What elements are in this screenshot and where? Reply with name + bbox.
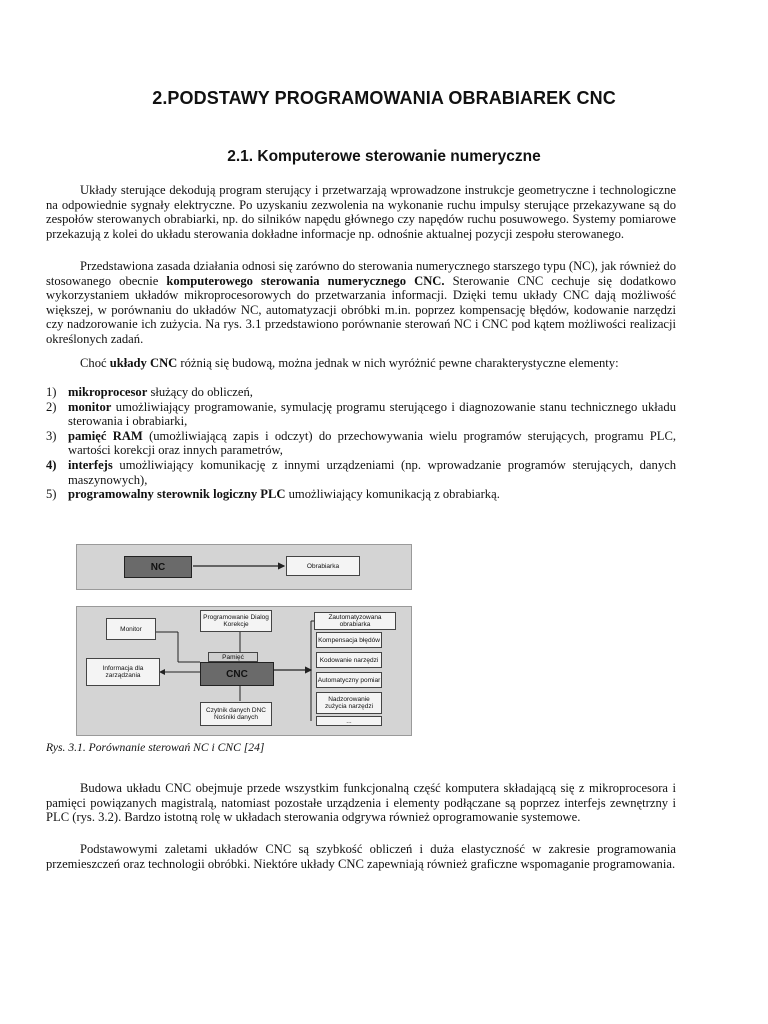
list-item <box>46 429 676 458</box>
kodowanie-box: Kodowanie narzędzi <box>316 652 382 668</box>
cnc-box: CNC <box>200 662 274 686</box>
more-box: ... <box>316 716 382 726</box>
paragraph-3 <box>46 356 676 371</box>
section-title: 2.1. Komputerowe sterowanie numeryczne <box>227 148 541 165</box>
list-item-text: umożliwiający programowanie, symulację programu sterującego i diagnozowanie stanu technicznego układu sterowania i obrabiarki, <box>68 399 676 429</box>
paragraph-4: Budowa układu CNC obejmuje przede wszystkim funkcjonalną część komputera składającą się z mikroprocesora i pamięci powiązanych magistralą, natomiast pozostałe urządzenia i elementy podłączane są poprzez interfejs zewnętrzny i PLC (rys. 3.2). Bardzo istotną rolę w układach sterowania odgrywa również oprogramowanie systemowe. <box>46 781 676 825</box>
list-item-term: programowalny sterownik logiczny PLC <box>68 487 286 502</box>
nadzorowanie-box: Nadzorowanie zużycia narzędzi <box>316 692 382 714</box>
list-item-text: umożliwiający komunikacją z obrabiarką. <box>285 487 500 502</box>
list-number: 1) <box>46 385 57 399</box>
pamiec-box: Pamięć <box>208 652 258 662</box>
list-item-text: umożliwiający komunikację z innymi urządzeniami (np. wprowadzanie programów sterujących, danych maszynowych), <box>68 457 676 487</box>
list-item <box>46 400 676 429</box>
programowanie-box: Programowanie Dialog Korekcje <box>200 610 272 632</box>
nc-box: NC <box>124 556 192 578</box>
paragraph-3-text-b: różnią się budową, można jednak w nich wyróżnić pewne charakterystyczne elementy: <box>177 356 619 370</box>
monitor-box: Monitor <box>106 618 156 640</box>
paragraph-3-text-a: Choć <box>80 356 110 370</box>
list-item-term: interfejs <box>68 457 113 472</box>
czytnik-box: Czytnik danych DNC Nośniki danych <box>200 702 272 726</box>
paragraph-2-text-a: Przedstawiona zasada działania odnosi się zarówno do sterowania numerycznego starszego typu (NC), jak również do stosowanego obecnie <box>46 259 676 288</box>
paragraph-1: Układy sterujące dekodują program sterujący i przetwarzają wprowadzone instrukcje geometryczne i technologiczne na odpowiednie sygnały elektryczne. Po uzyskaniu zezwolenia na wykonanie ruchu impulsy sterujące przekazywane są do zespołów sterowanych obrabiarki, np. do silników napędu głównego czy napędów ruchu posuwowego. Systemy pomiarowe przekazują z kolei do układu sterowania dokładne informacje np. odnośnie aktualnej pozycji zespołu sterowanego. <box>46 183 676 241</box>
list-item-term: monitor <box>68 399 112 414</box>
automatyczny-box: Automatyczny pomiar <box>316 672 382 688</box>
list-item <box>46 458 676 487</box>
informacja-box: Informacja dla zarządzania <box>86 658 160 686</box>
obrabiarka-box: Obrabiarka <box>286 556 360 576</box>
list-item <box>46 385 676 400</box>
list-number: 2) <box>46 399 57 414</box>
paragraph-3-bold: układy CNC <box>109 356 178 370</box>
paragraph-5: Podstawowymi zaletami układów CNC są szybkość obliczeń i duża elastyczność w zakresie programowania przemieszczeń oraz technologii obróbki. Niektóre układy CNC zapewniają również graficzne wspomaganie programowania. <box>46 842 676 871</box>
figure-caption: Rys. 3.1. Porównanie sterowań NC i CNC [24] <box>46 741 265 754</box>
zautomatyzowana-box: Zautomatyzowana obrabiarka <box>314 612 396 630</box>
list-item-text: (umożliwiającą zapis i odczyt) do przechowywania wielu programów sterujących, programu PLC, wartości korekcji oraz innych parametrów, <box>68 428 676 458</box>
list-item-text: służący do obliczeń, <box>147 385 253 399</box>
list-number: 3) <box>46 428 57 443</box>
chapter-title: 2.PODSTAWY PROGRAMOWANIA OBRABIAREK CNC <box>152 88 616 108</box>
paragraph-2 <box>46 259 676 347</box>
paragraph-2-text-b: Sterowanie CNC cechuje się dodatkowo wykorzystaniem układów mikroprocesorowych do przetwarzania informacji. Dzięki temu układy CNC dają możliwość większej, w porównaniu do układów NC, automatyzacji obróbki m.in. poprzez kompensację błędów, kodowanie narzędzi czy nadzorowanie ich zużycia. Na rys. 3.1 przedstawiono porównanie sterowań NC i CNC pod kątem możliwości realizacji określonych zadań. <box>46 273 677 346</box>
figure-nc-cnc-comparison <box>76 544 412 736</box>
elements-list <box>46 385 676 502</box>
list-number: 5) <box>46 487 57 502</box>
paragraph-2-bold: komputerowego sterowania numerycznego CNC. <box>166 273 445 288</box>
list-item-term: pamięć RAM <box>68 428 143 443</box>
list-number: 4) <box>46 457 57 472</box>
list-item-term: mikroprocesor <box>68 385 148 399</box>
kompensacja-box: Kompensacja błędów <box>316 632 382 648</box>
list-item <box>46 487 676 502</box>
